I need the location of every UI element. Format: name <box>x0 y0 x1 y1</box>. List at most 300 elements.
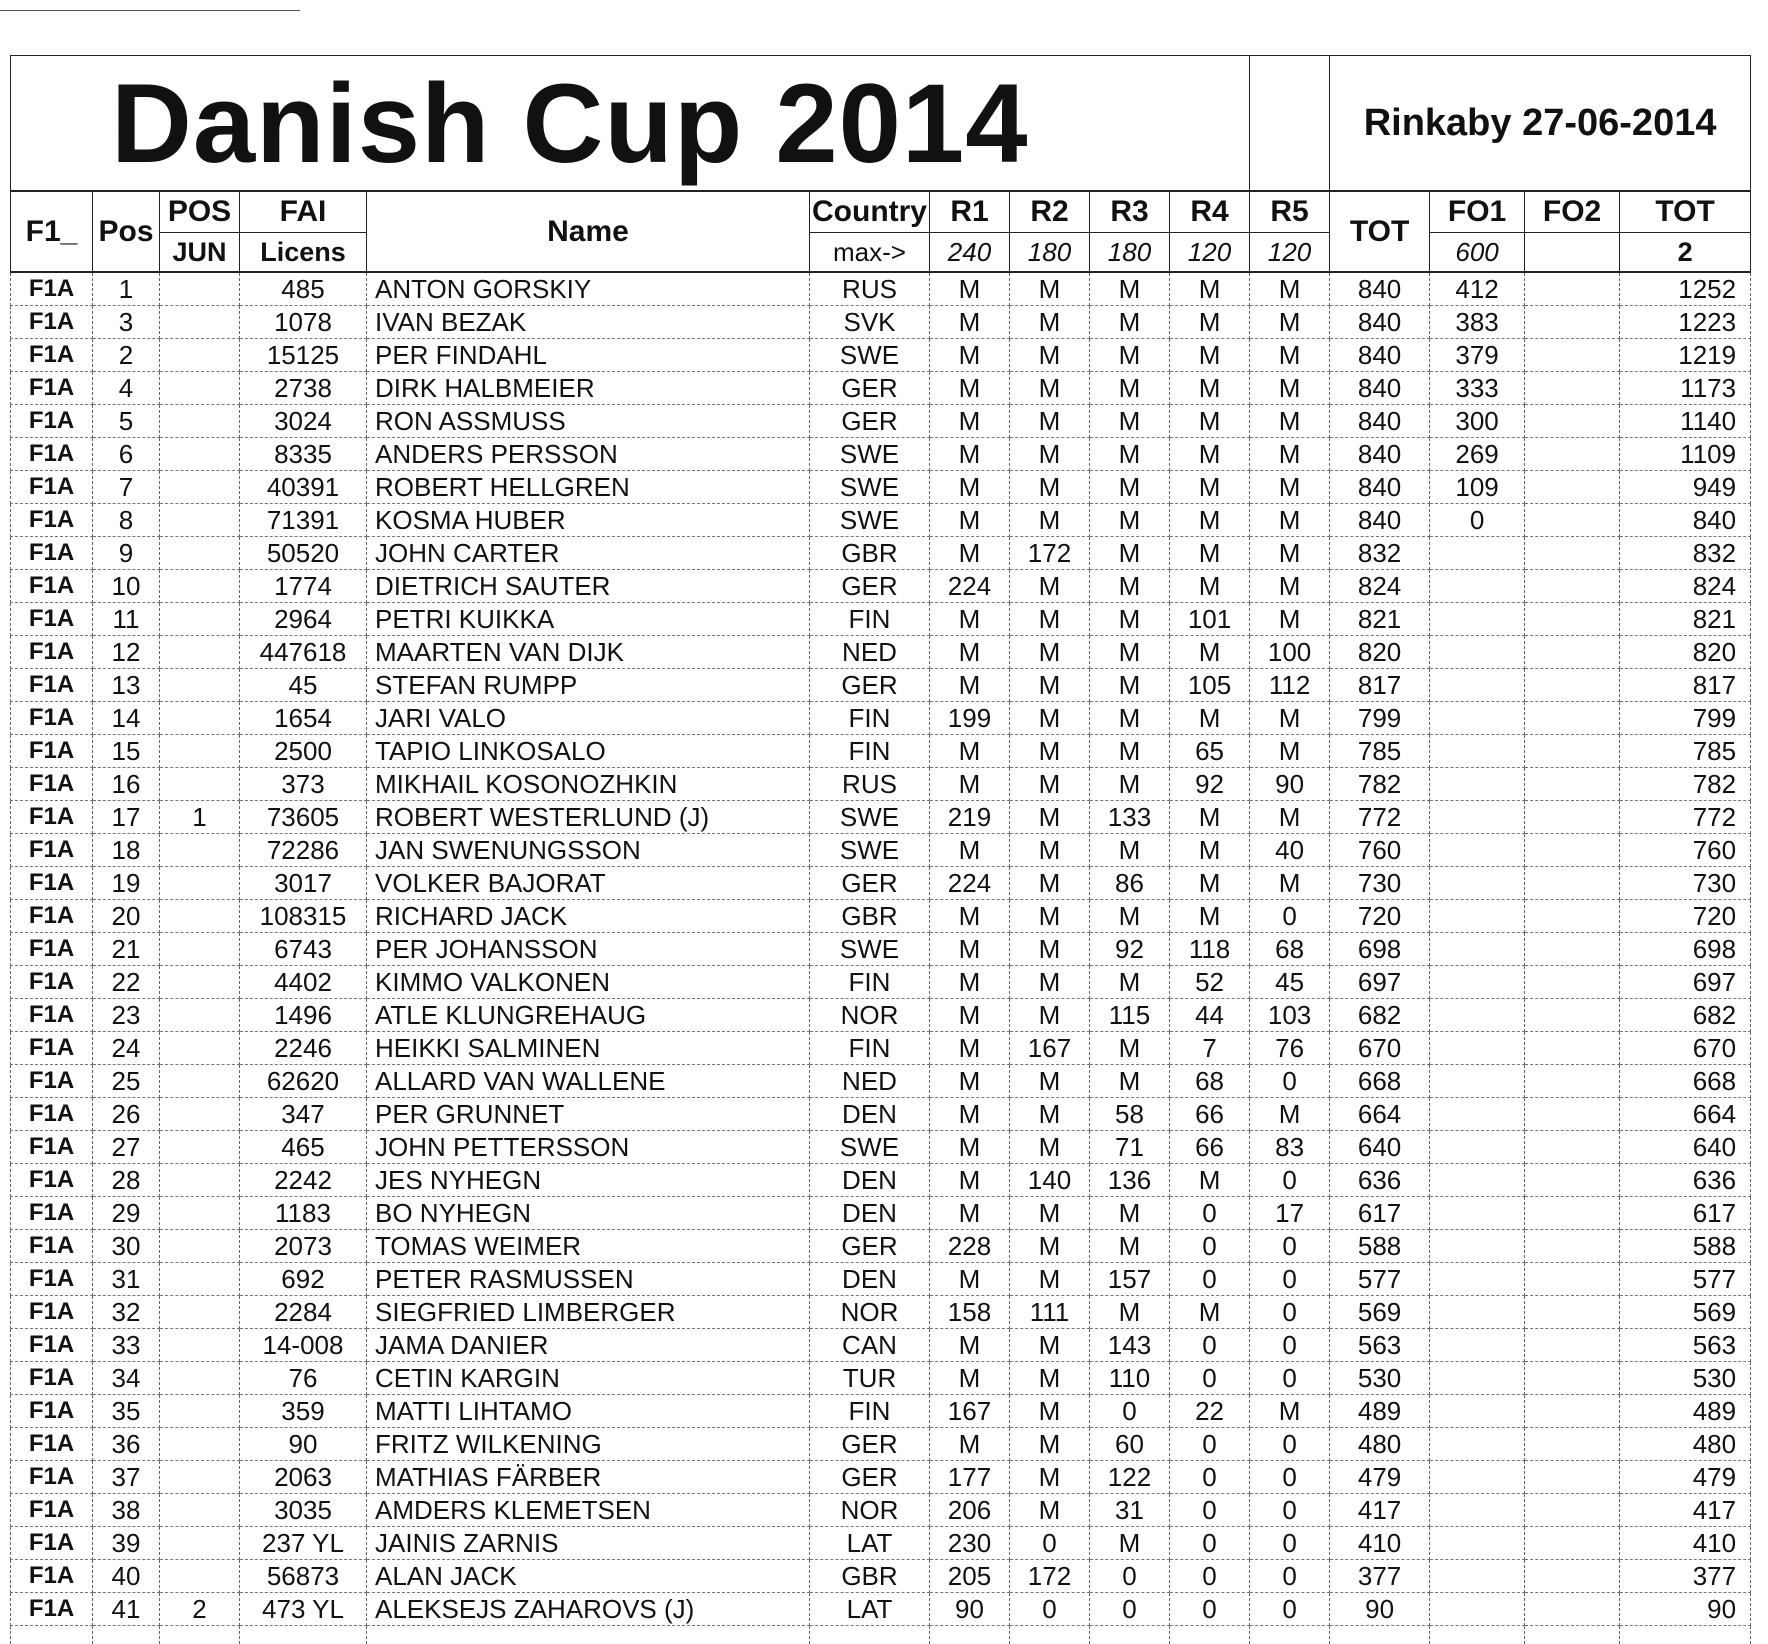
cell-pos-jun <box>160 1131 240 1164</box>
cell-r2: M <box>1010 669 1090 702</box>
cell-pos-jun <box>160 1527 240 1560</box>
cell-pos: 38 <box>93 1494 160 1527</box>
cell-fai-licens: 2242 <box>240 1164 367 1197</box>
cell-pos-jun <box>160 405 240 438</box>
col-fo2: FO2 <box>1525 191 1620 233</box>
cell-r1: 206 <box>930 1494 1010 1527</box>
cell-pos-jun: 2 <box>160 1593 240 1626</box>
cell-r4: 66 <box>1170 1098 1250 1131</box>
cell-tot2: 636 <box>1620 1164 1751 1197</box>
cell-fo2 <box>1525 933 1620 966</box>
cell-class: F1A <box>11 1395 93 1428</box>
cell-fo1 <box>1430 1296 1525 1329</box>
cell-fo1 <box>1430 999 1525 1032</box>
cell-r1: 224 <box>930 867 1010 900</box>
cell-tot2: 824 <box>1620 570 1751 603</box>
cell-tot2: 820 <box>1620 636 1751 669</box>
cell-fai-licens: 485 <box>240 272 367 306</box>
cell-pos-jun <box>160 1329 240 1362</box>
cell-country: SWE <box>810 339 930 372</box>
cell-r3: M <box>1090 669 1170 702</box>
cell-pos: 1 <box>93 272 160 306</box>
cell-r5: 0 <box>1250 1593 1330 1626</box>
col-r3: R3 <box>1090 191 1170 233</box>
cell-fo1 <box>1430 966 1525 999</box>
cell-pos-jun <box>160 900 240 933</box>
filler-cell <box>810 1626 930 1644</box>
cell-r4: M <box>1170 1296 1250 1329</box>
cell-name: JOHN CARTER <box>367 537 810 570</box>
cell-fai-licens: 45 <box>240 669 367 702</box>
cell-pos-jun <box>160 471 240 504</box>
cell-class: F1A <box>11 834 93 867</box>
cell-pos-jun <box>160 768 240 801</box>
max-fo1: 600 <box>1430 233 1525 273</box>
cell-r5: M <box>1250 801 1330 834</box>
cell-r2: M <box>1010 801 1090 834</box>
cell-tot: 840 <box>1330 405 1430 438</box>
cell-tot2: 480 <box>1620 1428 1751 1461</box>
cell-r1: 90 <box>930 1593 1010 1626</box>
cell-pos: 30 <box>93 1230 160 1263</box>
cell-tot: 824 <box>1330 570 1430 603</box>
cell-r4: M <box>1170 272 1250 306</box>
cell-class: F1A <box>11 1593 93 1626</box>
cell-pos: 21 <box>93 933 160 966</box>
cell-fo2 <box>1525 1065 1620 1098</box>
cell-r1: M <box>930 999 1010 1032</box>
cell-r1: M <box>930 1263 1010 1296</box>
cell-r2: 172 <box>1010 537 1090 570</box>
cell-tot2: 1173 <box>1620 372 1751 405</box>
cell-r3: M <box>1090 372 1170 405</box>
cell-tot: 489 <box>1330 1395 1430 1428</box>
cell-r1: M <box>930 1032 1010 1065</box>
cell-tot: 730 <box>1330 867 1430 900</box>
cell-r3: M <box>1090 471 1170 504</box>
cell-tot2: 640 <box>1620 1131 1751 1164</box>
cell-r1: M <box>930 372 1010 405</box>
cell-tot2: 730 <box>1620 867 1751 900</box>
cell-r4: 68 <box>1170 1065 1250 1098</box>
cell-country: DEN <box>810 1263 930 1296</box>
cell-r4: M <box>1170 339 1250 372</box>
col-fai-top: FAI <box>240 191 367 233</box>
cell-fo1 <box>1430 1527 1525 1560</box>
cell-r1: 205 <box>930 1560 1010 1593</box>
cell-class: F1A <box>11 966 93 999</box>
cell-country: DEN <box>810 1164 930 1197</box>
cell-country: GER <box>810 669 930 702</box>
col-r4: R4 <box>1170 191 1250 233</box>
cell-r5: 0 <box>1250 1428 1330 1461</box>
cell-fai-licens: 6743 <box>240 933 367 966</box>
cell-fai-licens: 62620 <box>240 1065 367 1098</box>
cell-fai-licens: 2738 <box>240 372 367 405</box>
cell-country: RUS <box>810 272 930 306</box>
cell-r1: M <box>930 1164 1010 1197</box>
cell-name: MAARTEN VAN DIJK <box>367 636 810 669</box>
cell-class: F1A <box>11 1296 93 1329</box>
cell-fo2 <box>1525 834 1620 867</box>
cell-pos: 24 <box>93 1032 160 1065</box>
cell-class: F1A <box>11 999 93 1032</box>
venue-date: Rinkaby 27-06-2014 <box>1330 56 1751 192</box>
cell-name: TOMAS WEIMER <box>367 1230 810 1263</box>
cell-r1: M <box>930 636 1010 669</box>
cell-r2: M <box>1010 570 1090 603</box>
table-row <box>11 735 1751 768</box>
cell-fai-licens: 1183 <box>240 1197 367 1230</box>
cell-country: DEN <box>810 1098 930 1131</box>
title-spacer <box>1250 56 1330 192</box>
cell-tot2: 617 <box>1620 1197 1751 1230</box>
table-row <box>11 471 1751 504</box>
cell-fo1 <box>1430 1131 1525 1164</box>
cell-fo1 <box>1430 669 1525 702</box>
top-rule <box>0 10 300 11</box>
cell-r1: M <box>930 933 1010 966</box>
cell-r1: M <box>930 834 1010 867</box>
cell-pos: 25 <box>93 1065 160 1098</box>
cell-fo1 <box>1430 1263 1525 1296</box>
cell-class: F1A <box>11 603 93 636</box>
cell-pos: 6 <box>93 438 160 471</box>
cell-fo2 <box>1525 1131 1620 1164</box>
cell-r3: M <box>1090 1527 1170 1560</box>
cell-r2: M <box>1010 1329 1090 1362</box>
cell-r4: 0 <box>1170 1560 1250 1593</box>
table-row <box>11 1164 1751 1197</box>
filler-cell <box>1330 1626 1430 1644</box>
cell-class: F1A <box>11 636 93 669</box>
cell-pos-jun <box>160 1428 240 1461</box>
cell-fo2 <box>1525 1197 1620 1230</box>
cell-tot2: 668 <box>1620 1065 1751 1098</box>
cell-r4: M <box>1170 900 1250 933</box>
cell-country: SWE <box>810 504 930 537</box>
cell-r4: M <box>1170 1164 1250 1197</box>
filler-cell <box>240 1626 367 1644</box>
cell-r4: 0 <box>1170 1527 1250 1560</box>
cell-r5: 17 <box>1250 1197 1330 1230</box>
cell-r4: 118 <box>1170 933 1250 966</box>
cell-r3: M <box>1090 702 1170 735</box>
cell-r2: 111 <box>1010 1296 1090 1329</box>
cell-r4: M <box>1170 471 1250 504</box>
cell-r3: 58 <box>1090 1098 1170 1131</box>
max-r3: 180 <box>1090 233 1170 273</box>
cell-pos-jun <box>160 636 240 669</box>
cell-r2: M <box>1010 768 1090 801</box>
cell-tot2: 530 <box>1620 1362 1751 1395</box>
table-row <box>11 1131 1751 1164</box>
cell-r4: 0 <box>1170 1593 1250 1626</box>
cell-r2: M <box>1010 1362 1090 1395</box>
cell-country: FIN <box>810 1032 930 1065</box>
cell-pos: 5 <box>93 405 160 438</box>
table-row <box>11 999 1751 1032</box>
cell-pos: 14 <box>93 702 160 735</box>
cell-fo1 <box>1430 1032 1525 1065</box>
cell-r3: 60 <box>1090 1428 1170 1461</box>
cell-tot2: 817 <box>1620 669 1751 702</box>
cell-r1: M <box>930 1197 1010 1230</box>
cell-tot: 840 <box>1330 504 1430 537</box>
cell-r5: M <box>1250 1395 1330 1428</box>
cell-fai-licens: 2063 <box>240 1461 367 1494</box>
cell-tot2: 821 <box>1620 603 1751 636</box>
cell-class: F1A <box>11 438 93 471</box>
cell-r2: M <box>1010 867 1090 900</box>
table-row <box>11 504 1751 537</box>
cell-r4: M <box>1170 636 1250 669</box>
cell-fo1 <box>1430 768 1525 801</box>
cell-pos-jun <box>160 867 240 900</box>
cell-fo2 <box>1525 1230 1620 1263</box>
cell-fai-licens: 2500 <box>240 735 367 768</box>
cell-r1: 224 <box>930 570 1010 603</box>
cell-fai-licens: 72286 <box>240 834 367 867</box>
table-row <box>11 867 1751 900</box>
cell-tot: 480 <box>1330 1428 1430 1461</box>
cell-r2: M <box>1010 438 1090 471</box>
cell-class: F1A <box>11 801 93 834</box>
cell-r2: M <box>1010 1461 1090 1494</box>
cell-pos: 34 <box>93 1362 160 1395</box>
cell-r5: M <box>1250 339 1330 372</box>
cell-r1: M <box>930 504 1010 537</box>
cell-r1: 177 <box>930 1461 1010 1494</box>
cell-r5: 40 <box>1250 834 1330 867</box>
cell-r3: M <box>1090 966 1170 999</box>
cell-tot2: 563 <box>1620 1329 1751 1362</box>
cell-r1: M <box>930 471 1010 504</box>
cell-country: FIN <box>810 603 930 636</box>
filler-cell <box>1010 1626 1090 1644</box>
cell-tot2: 682 <box>1620 999 1751 1032</box>
cell-r3: M <box>1090 504 1170 537</box>
cell-fai-licens: 3024 <box>240 405 367 438</box>
cell-pos: 29 <box>93 1197 160 1230</box>
table-row <box>11 1494 1751 1527</box>
cell-r4: 66 <box>1170 1131 1250 1164</box>
cell-name: MATTI LIHTAMO <box>367 1395 810 1428</box>
table-row <box>11 1197 1751 1230</box>
cell-pos-jun <box>160 1032 240 1065</box>
table-row <box>11 1362 1751 1395</box>
cell-country: CAN <box>810 1329 930 1362</box>
cell-class: F1A <box>11 372 93 405</box>
cell-fo1 <box>1430 867 1525 900</box>
filler-cell <box>1525 1626 1620 1644</box>
cell-r5: M <box>1250 570 1330 603</box>
table-row <box>11 834 1751 867</box>
cell-country: GER <box>810 372 930 405</box>
cell-name: TAPIO LINKOSALO <box>367 735 810 768</box>
cell-r2: M <box>1010 471 1090 504</box>
cell-r5: M <box>1250 306 1330 339</box>
cell-r4: M <box>1170 570 1250 603</box>
cell-r4: M <box>1170 801 1250 834</box>
cell-r5: M <box>1250 867 1330 900</box>
cell-r3: 0 <box>1090 1593 1170 1626</box>
cell-r2: M <box>1010 636 1090 669</box>
cell-r1: M <box>930 768 1010 801</box>
cell-name: ROBERT WESTERLUND (J) <box>367 801 810 834</box>
cell-pos: 27 <box>93 1131 160 1164</box>
cell-fo2 <box>1525 966 1620 999</box>
cell-pos-jun <box>160 438 240 471</box>
cell-r3: M <box>1090 438 1170 471</box>
table-row <box>11 1098 1751 1131</box>
cell-tot2: 782 <box>1620 768 1751 801</box>
table-row <box>11 1032 1751 1065</box>
cell-country: GER <box>810 570 930 603</box>
cell-fo2 <box>1525 1428 1620 1461</box>
cell-pos-jun <box>160 834 240 867</box>
cell-class: F1A <box>11 272 93 306</box>
cell-r5: 0 <box>1250 1494 1330 1527</box>
cell-r4: 65 <box>1170 735 1250 768</box>
cell-r4: M <box>1170 834 1250 867</box>
cell-pos-jun <box>160 1494 240 1527</box>
cell-fai-licens: 1496 <box>240 999 367 1032</box>
table-row <box>11 669 1751 702</box>
cell-fo2 <box>1525 504 1620 537</box>
cell-r1: M <box>930 966 1010 999</box>
cell-pos: 7 <box>93 471 160 504</box>
cell-fo1 <box>1430 537 1525 570</box>
cell-country: FIN <box>810 966 930 999</box>
cell-pos: 2 <box>93 339 160 372</box>
cell-fo2 <box>1525 1593 1620 1626</box>
filler-cell <box>1620 1626 1751 1644</box>
table-row <box>11 1560 1751 1593</box>
cell-fo2 <box>1525 438 1620 471</box>
cell-pos: 16 <box>93 768 160 801</box>
cell-pos: 28 <box>93 1164 160 1197</box>
cell-r3: 122 <box>1090 1461 1170 1494</box>
cell-r2: M <box>1010 1065 1090 1098</box>
cell-tot: 479 <box>1330 1461 1430 1494</box>
filler-cell <box>11 1626 93 1644</box>
cell-r4: 0 <box>1170 1197 1250 1230</box>
table-row <box>11 372 1751 405</box>
cell-tot2: 840 <box>1620 504 1751 537</box>
cell-class: F1A <box>11 735 93 768</box>
cell-class: F1A <box>11 1032 93 1065</box>
cell-r2: M <box>1010 735 1090 768</box>
cell-r3: M <box>1090 768 1170 801</box>
cell-tot2: 698 <box>1620 933 1751 966</box>
cell-r1: M <box>930 438 1010 471</box>
cell-r5: 100 <box>1250 636 1330 669</box>
cell-country: GER <box>810 1230 930 1263</box>
cell-tot: 840 <box>1330 339 1430 372</box>
col-country: Country <box>810 191 930 233</box>
cell-tot: 569 <box>1330 1296 1430 1329</box>
cell-r2: M <box>1010 702 1090 735</box>
cell-fo2 <box>1525 1560 1620 1593</box>
cell-pos-jun <box>160 735 240 768</box>
cell-name: MATHIAS FÄRBER <box>367 1461 810 1494</box>
cell-fai-licens: 1774 <box>240 570 367 603</box>
cell-r5: 45 <box>1250 966 1330 999</box>
cell-class: F1A <box>11 471 93 504</box>
cell-class: F1A <box>11 1428 93 1461</box>
cell-r4: 92 <box>1170 768 1250 801</box>
cell-tot2: 832 <box>1620 537 1751 570</box>
cell-fo2 <box>1525 735 1620 768</box>
cell-pos: 20 <box>93 900 160 933</box>
cell-r5: 0 <box>1250 1065 1330 1098</box>
cell-r4: 105 <box>1170 669 1250 702</box>
cell-r5: M <box>1250 471 1330 504</box>
cell-r3: 136 <box>1090 1164 1170 1197</box>
cell-class: F1A <box>11 867 93 900</box>
cell-r2: M <box>1010 1098 1090 1131</box>
cell-country: NED <box>810 636 930 669</box>
cell-fo2 <box>1525 1098 1620 1131</box>
cell-fo2 <box>1525 1329 1620 1362</box>
col-pos: Pos <box>93 191 160 272</box>
cell-fo1 <box>1430 702 1525 735</box>
cell-tot: 617 <box>1330 1197 1430 1230</box>
cell-r1: M <box>930 1098 1010 1131</box>
cell-tot: 840 <box>1330 272 1430 306</box>
cell-fo2 <box>1525 306 1620 339</box>
cell-tot: 577 <box>1330 1263 1430 1296</box>
cell-r3: M <box>1090 1197 1170 1230</box>
cell-fo1 <box>1430 603 1525 636</box>
cell-r3: 133 <box>1090 801 1170 834</box>
cell-r3: 143 <box>1090 1329 1170 1362</box>
cell-r4: 0 <box>1170 1263 1250 1296</box>
cell-fo2 <box>1525 1395 1620 1428</box>
cell-pos: 33 <box>93 1329 160 1362</box>
cell-r3: M <box>1090 570 1170 603</box>
cell-name: JES NYHEGN <box>367 1164 810 1197</box>
cell-fo2 <box>1525 768 1620 801</box>
cell-name: ATLE KLUNGREHAUG <box>367 999 810 1032</box>
cell-pos-jun <box>160 669 240 702</box>
cell-tot: 640 <box>1330 1131 1430 1164</box>
results-table <box>10 55 1751 1644</box>
cell-class: F1A <box>11 1164 93 1197</box>
cell-fai-licens: 2284 <box>240 1296 367 1329</box>
cell-fai-licens: 2073 <box>240 1230 367 1263</box>
cell-tot: 840 <box>1330 438 1430 471</box>
cell-tot2: 760 <box>1620 834 1751 867</box>
table-row <box>11 272 1751 306</box>
cell-r1: M <box>930 1428 1010 1461</box>
cell-country: SWE <box>810 933 930 966</box>
cell-pos-jun <box>160 1560 240 1593</box>
table-row <box>11 900 1751 933</box>
cell-fai-licens: 447618 <box>240 636 367 669</box>
cell-class: F1A <box>11 669 93 702</box>
cell-class: F1A <box>11 1560 93 1593</box>
cell-country: SVK <box>810 306 930 339</box>
filler-cell <box>367 1626 810 1644</box>
max-fo2 <box>1525 233 1620 273</box>
cell-r3: M <box>1090 603 1170 636</box>
col-r5: R5 <box>1250 191 1330 233</box>
cell-r4: 0 <box>1170 1230 1250 1263</box>
cell-r4: M <box>1170 306 1250 339</box>
cell-pos-jun <box>160 1065 240 1098</box>
